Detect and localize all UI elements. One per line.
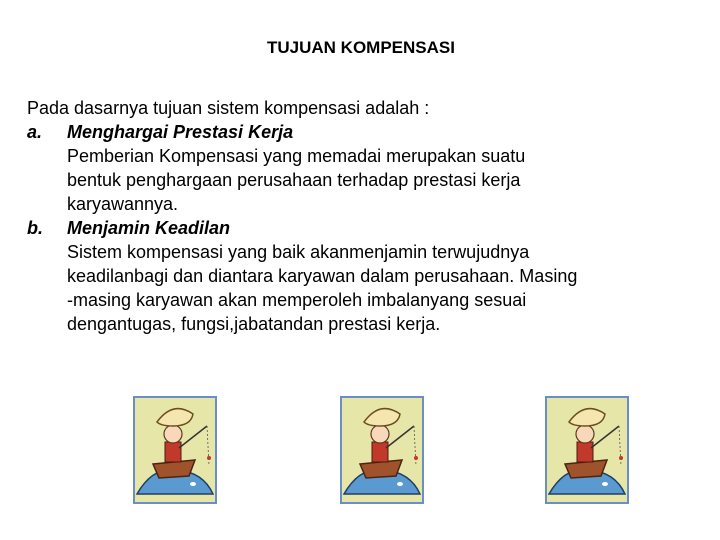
slide-body	[27, 96, 707, 336]
item-description-line: karyawannya.	[67, 194, 179, 214]
list-item	[27, 216, 707, 336]
item-heading: Menjamin Keadilan	[67, 218, 231, 238]
list-item	[27, 120, 707, 216]
item-description-line: bentuk penghargaan perusahaan terhadap prestasi kerja	[67, 170, 521, 190]
slide-title: TUJUAN KOMPENSASI	[267, 38, 455, 57]
item-description-line: Pemberian Kompensasi yang memadai merupakan suatu	[67, 146, 526, 166]
item-description-line: dengantugas, fungsi,jabatandan prestasi kerja.	[67, 314, 441, 334]
fisherman-on-whale-icon	[133, 396, 217, 504]
fisherman-on-whale-icon	[340, 396, 424, 504]
item-description-line: -masing karyawan akan memperoleh imbalanyang sesuai	[67, 290, 527, 310]
item-description-line: Sistem kompensasi yang baik akanmenjamin terwujudnya	[67, 242, 530, 262]
intro-text: Pada dasarnya tujuan sistem kompensasi adalah :	[27, 98, 430, 118]
item-heading: Menghargai Prestasi Kerja	[67, 122, 294, 142]
list-marker: b.	[27, 218, 43, 238]
fisherman-on-whale-icon	[545, 396, 629, 504]
clipart-row	[0, 396, 720, 506]
list-marker: a.	[27, 122, 43, 142]
item-description-line: keadilanbagi dan diantara karyawan dalam perusahaan. Masing	[67, 266, 578, 286]
